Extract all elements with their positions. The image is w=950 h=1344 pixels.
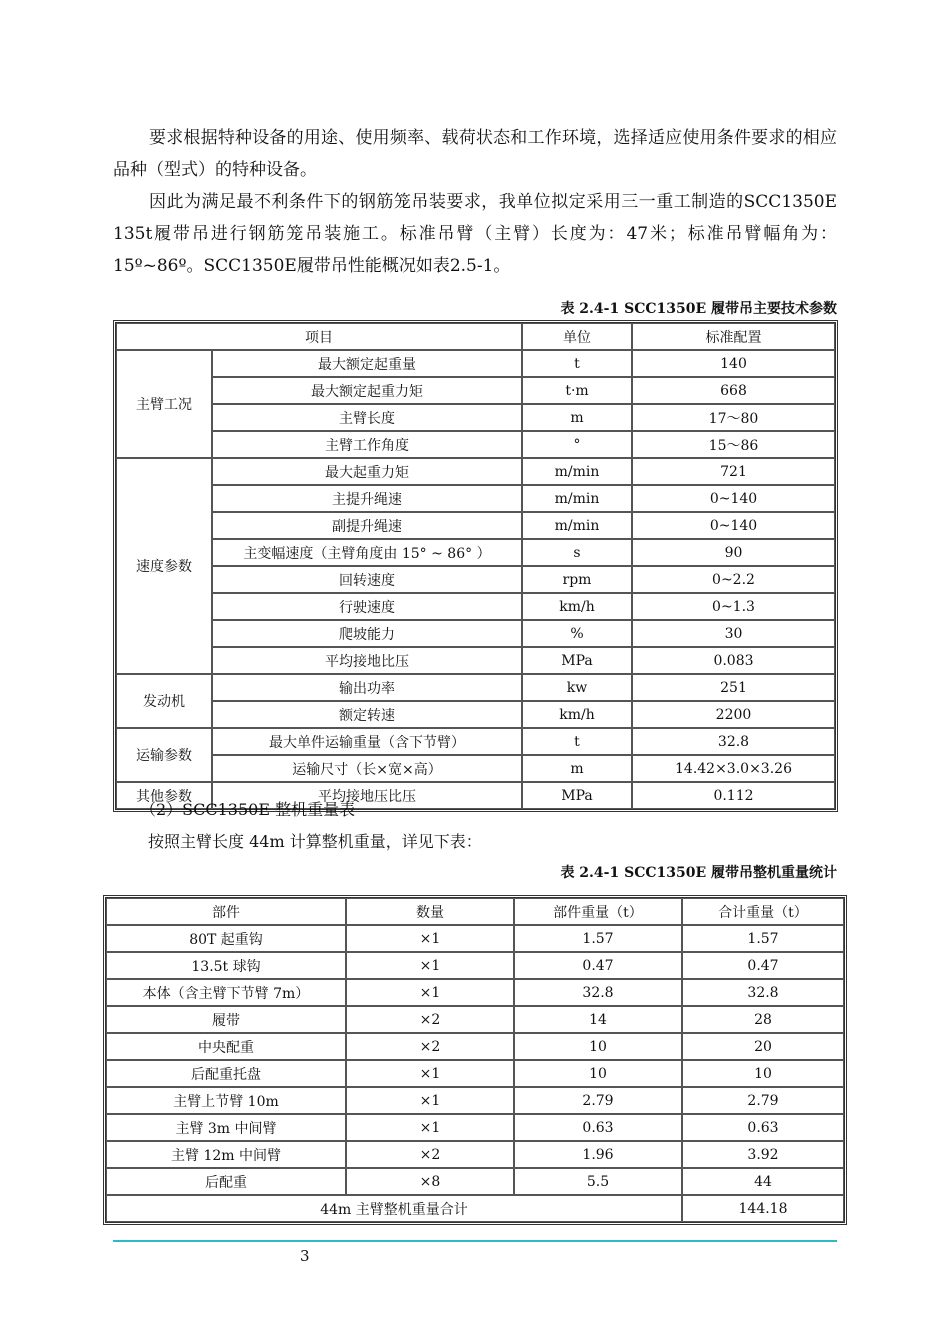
weight-total-weight: 28 — [682, 1006, 844, 1033]
spec-value: 90 — [632, 539, 835, 566]
weight-part: 履带 — [106, 1006, 346, 1033]
spec-value: 668 — [632, 377, 835, 404]
spec-unit: km/h — [522, 701, 632, 728]
spec-unit: % — [522, 620, 632, 647]
spec-header-row — [116, 323, 835, 350]
weight-unit-weight: 32.8 — [514, 979, 682, 1006]
section-note: 按照主臂长度 44m 计算整机重量，详见下表： — [148, 832, 482, 851]
weight-total-weight: 0.63 — [682, 1114, 844, 1141]
weight-header-unit-weight: 部件重量（t） — [514, 898, 682, 925]
weight-unit-weight: 1.96 — [514, 1141, 682, 1168]
weight-row — [106, 1141, 844, 1168]
spec-param: 额定转速 — [212, 701, 522, 728]
weight-unit-weight: 5.5 — [514, 1168, 682, 1195]
weight-part: 后配重 — [106, 1168, 346, 1195]
spec-param: 最大额定起重量 — [212, 350, 522, 377]
weight-total-weight: 0.47 — [682, 952, 844, 979]
weight-total-label: 44m 主臂整机重量合计 — [106, 1195, 682, 1222]
weight-row — [106, 979, 844, 1006]
spec-param: 行驶速度 — [212, 593, 522, 620]
weight-part: 中央配重 — [106, 1033, 346, 1060]
spec-unit: m/min — [522, 458, 632, 485]
weight-qty: ×1 — [346, 1114, 514, 1141]
weight-part: 主臂 12m 中间臂 — [106, 1141, 346, 1168]
weight-row — [106, 1087, 844, 1114]
weight-qty: ×1 — [346, 925, 514, 952]
weight-qty: ×2 — [346, 1033, 514, 1060]
spec-value: 721 — [632, 458, 835, 485]
spec-param: 平均接地压比压 — [212, 782, 522, 809]
intro-paragraph-2: 因此为满足最不利条件下的钢筋笼吊装要求，我单位拟定采用三一重工制造的SCC1350E 135t履带吊进行钢筋笼吊装施工。标准吊臂（主臂）长度为：47米；标准吊臂幅角为：15º~86º。SCC1350E履带吊性能概况如表2.5-1。 — [113, 192, 837, 276]
weight-unit-weight: 10 — [514, 1033, 682, 1060]
spec-param: 爬坡能力 — [212, 620, 522, 647]
spec-row — [116, 431, 835, 458]
spec-value: 2200 — [632, 701, 835, 728]
weight-qty: ×2 — [346, 1141, 514, 1168]
weight-total-row — [106, 1195, 844, 1222]
weight-total-weight: 1.57 — [682, 925, 844, 952]
spec-value: 30 — [632, 620, 835, 647]
spec-header-standard: 标准配置 — [632, 323, 835, 350]
spec-unit: ° — [522, 431, 632, 458]
spec-value: 0~1.3 — [632, 593, 835, 620]
spec-unit: s — [522, 539, 632, 566]
spec-unit: m/min — [522, 485, 632, 512]
weight-qty: ×2 — [346, 1006, 514, 1033]
spec-value: 0.112 — [632, 782, 835, 809]
spec-param: 平均接地比压 — [212, 647, 522, 674]
spec-param: 主臂长度 — [212, 404, 522, 431]
weight-part: 80T 起重钩 — [106, 925, 346, 952]
spec-row — [116, 755, 835, 782]
weight-total-weight: 2.79 — [682, 1087, 844, 1114]
spec-header-item: 项目 — [116, 323, 522, 350]
weight-unit-weight: 10 — [514, 1060, 682, 1087]
spec-param: 主臂工作角度 — [212, 431, 522, 458]
spec-unit: m — [522, 404, 632, 431]
weight-qty: ×1 — [346, 952, 514, 979]
section-subtitle: （2）SCC1350E 整机重量表 — [140, 800, 356, 819]
spec-row — [116, 647, 835, 674]
weight-unit-weight: 0.47 — [514, 952, 682, 979]
spec-value: 251 — [632, 674, 835, 701]
weight-total-weight: 10 — [682, 1060, 844, 1087]
spec-unit: rpm — [522, 566, 632, 593]
spec-row — [116, 566, 835, 593]
spec-unit: MPa — [522, 782, 632, 809]
spec-row — [116, 620, 835, 647]
spec-value: 0.083 — [632, 647, 835, 674]
weight-qty: ×1 — [346, 979, 514, 1006]
weight-row — [106, 1168, 844, 1195]
page-number: 3 — [300, 1247, 310, 1265]
weight-unit-weight: 2.79 — [514, 1087, 682, 1114]
spec-group-label: 发动机 — [116, 674, 212, 728]
weight-qty: ×1 — [346, 1060, 514, 1087]
spec-row — [116, 485, 835, 512]
spec-unit: kw — [522, 674, 632, 701]
spec-row — [116, 512, 835, 539]
weight-row — [106, 1033, 844, 1060]
weight-table — [103, 895, 847, 1225]
weight-total-value: 144.18 — [682, 1195, 844, 1222]
weight-header-qty: 数量 — [346, 898, 514, 925]
weight-total-weight: 44 — [682, 1168, 844, 1195]
weight-part: 主臂上节臂 10m — [106, 1087, 346, 1114]
weight-row — [106, 1060, 844, 1087]
spec-row — [116, 701, 835, 728]
spec-value: 32.8 — [632, 728, 835, 755]
weight-qty: ×1 — [346, 1087, 514, 1114]
spec-value: 0~140 — [632, 485, 835, 512]
weight-part: 本体（含主臂下节臂 7m） — [106, 979, 346, 1006]
spec-header-unit: 单位 — [522, 323, 632, 350]
weight-unit-weight: 0.63 — [514, 1114, 682, 1141]
spec-row — [116, 350, 835, 377]
spec-unit: MPa — [522, 647, 632, 674]
spec-param: 回转速度 — [212, 566, 522, 593]
spec-unit: t·m — [522, 377, 632, 404]
spec-group-label: 运输参数 — [116, 728, 212, 782]
spec-unit: t — [522, 728, 632, 755]
spec-row — [116, 593, 835, 620]
spec-unit: km/h — [522, 593, 632, 620]
spec-value: 14.42×3.0×3.26 — [632, 755, 835, 782]
spec-row — [116, 377, 835, 404]
weight-unit-weight: 14 — [514, 1006, 682, 1033]
spec-group-label: 其他参数 — [116, 782, 212, 809]
spec-value: 15～86 — [632, 431, 835, 458]
table1-caption: 表 2.4-1 SCC1350E 履带吊主要技术参数 — [560, 301, 837, 317]
weight-header-row — [106, 898, 844, 925]
weight-total-weight: 32.8 — [682, 979, 844, 1006]
spec-row — [116, 728, 835, 755]
spec-group-label: 速度参数 — [116, 458, 212, 674]
weight-total-weight: 3.92 — [682, 1141, 844, 1168]
spec-table — [113, 320, 838, 812]
weight-row — [106, 952, 844, 979]
spec-param: 运输尺寸（长×宽×高） — [212, 755, 522, 782]
spec-unit: m — [522, 755, 632, 782]
spec-param: 副提升绳速 — [212, 512, 522, 539]
spec-row — [116, 674, 835, 701]
spec-param: 输出功率 — [212, 674, 522, 701]
weight-part: 后配重托盘 — [106, 1060, 346, 1087]
spec-row — [116, 539, 835, 566]
weight-header-total-weight: 合计重量（t） — [682, 898, 844, 925]
spec-param: 最大单件运输重量（含下节臂） — [212, 728, 522, 755]
spec-value: 0~140 — [632, 512, 835, 539]
spec-value: 17～80 — [632, 404, 835, 431]
weight-part: 主臂 3m 中间臂 — [106, 1114, 346, 1141]
spec-row — [116, 458, 835, 485]
intro-paragraph-1: 要求根据特种设备的用途、使用频率、载荷状态和工作环境，选择适应使用条件要求的相应品种（型式）的特种设备。 — [113, 128, 837, 180]
weight-part: 13.5t 球钩 — [106, 952, 346, 979]
spec-param: 最大起重力矩 — [212, 458, 522, 485]
spec-group-label: 主臂工况 — [116, 350, 212, 458]
footer-divider — [113, 1240, 837, 1242]
weight-header-part: 部件 — [106, 898, 346, 925]
weight-total-weight: 20 — [682, 1033, 844, 1060]
spec-param: 主变幅速度（主臂角度由 15° ~ 86° ） — [212, 539, 522, 566]
weight-row — [106, 1114, 844, 1141]
weight-row — [106, 1006, 844, 1033]
weight-unit-weight: 1.57 — [514, 925, 682, 952]
spec-param: 主提升绳速 — [212, 485, 522, 512]
spec-value: 140 — [632, 350, 835, 377]
spec-row — [116, 404, 835, 431]
weight-qty: ×8 — [346, 1168, 514, 1195]
weight-row — [106, 925, 844, 952]
spec-unit: m/min — [522, 512, 632, 539]
spec-unit: t — [522, 350, 632, 377]
spec-value: 0~2.2 — [632, 566, 835, 593]
table2-caption: 表 2.4-1 SCC1350E 履带吊整机重量统计 — [560, 865, 837, 881]
spec-param: 最大额定起重力矩 — [212, 377, 522, 404]
